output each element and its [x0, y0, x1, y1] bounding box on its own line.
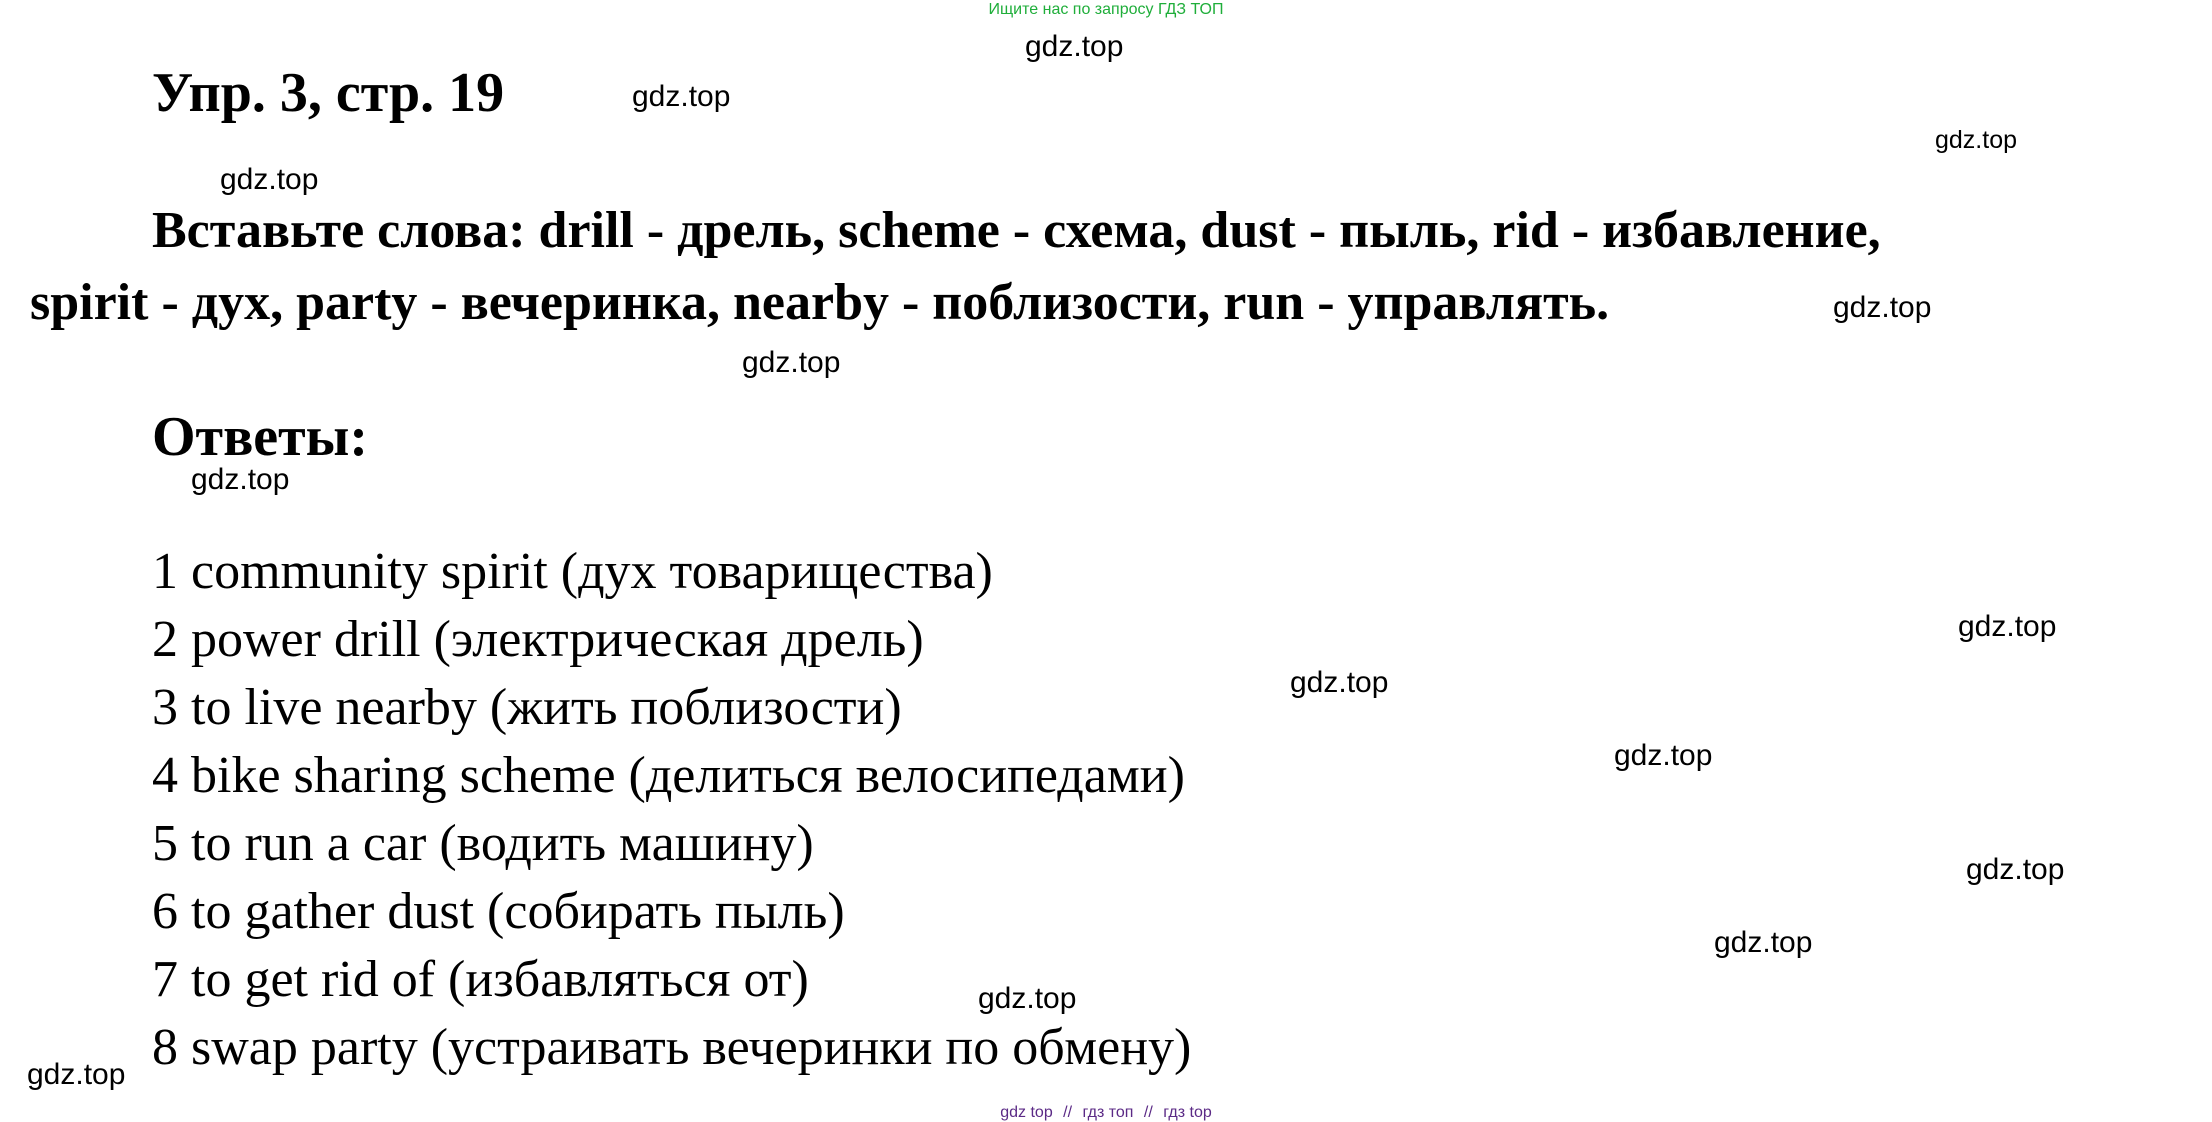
watermark: gdz.top	[191, 463, 290, 496]
watermark: gdz.top	[1958, 610, 2057, 643]
watermark: gdz.top	[1935, 126, 2018, 154]
instruction-line-2: spirit - дух, party - вечеринка, nearby - поблизости, run - управлять.	[30, 274, 1610, 331]
footer	[0, 1104, 2212, 1122]
watermark: gdz.top	[632, 80, 731, 113]
answer-item: 5 to run a car (водить машину)	[152, 815, 814, 872]
footer-link-gdz-top-mixed[interactable]: гдз top	[1163, 1104, 1212, 1121]
watermark: gdz.top	[978, 982, 1077, 1015]
watermark: gdz.top	[1714, 926, 1813, 959]
watermark: gdz.top	[220, 163, 319, 196]
answer-item: 1 community spirit (дух товарищества)	[152, 543, 993, 600]
watermark: gdz.top	[1833, 291, 1932, 324]
page-title: Упр. 3, стр. 19	[152, 62, 505, 124]
watermark: gdz.top	[1025, 30, 1124, 63]
footer-link-gdz-top-ru[interactable]: гдз топ	[1082, 1104, 1134, 1121]
answer-item: 8 swap party (устраивать вечеринки по обмену)	[152, 1019, 1192, 1076]
watermark: gdz.top	[1290, 666, 1389, 699]
watermark: gdz.top	[1614, 739, 1713, 772]
watermark: gdz.top	[742, 346, 841, 379]
answer-item: 4 bike sharing scheme (делиться велосипедами)	[152, 747, 1185, 804]
instruction-line-1: Вставьте слова: drill - дрель, scheme - схема, dust - пыль, rid - избавление,	[152, 202, 1881, 259]
footer-link-gdz-top[interactable]: gdz top	[1000, 1104, 1053, 1121]
answer-item: 6 to gather dust (собирать пыль)	[152, 883, 845, 940]
answer-item: 3 to live nearby (жить поблизости)	[152, 679, 902, 736]
watermark: gdz.top	[1966, 853, 2065, 886]
answer-item: 7 to get rid of (избавляться от)	[152, 951, 809, 1008]
footer-separator: //	[1063, 1104, 1073, 1121]
answer-item: 2 power drill (электрическая дрель)	[152, 611, 924, 668]
watermark: gdz.top	[27, 1058, 126, 1091]
top-banner: Ищите нас по запросу ГДЗ ТОП	[988, 1, 1224, 18]
answers-heading: Ответы:	[152, 406, 369, 468]
footer-separator: //	[1143, 1104, 1153, 1121]
